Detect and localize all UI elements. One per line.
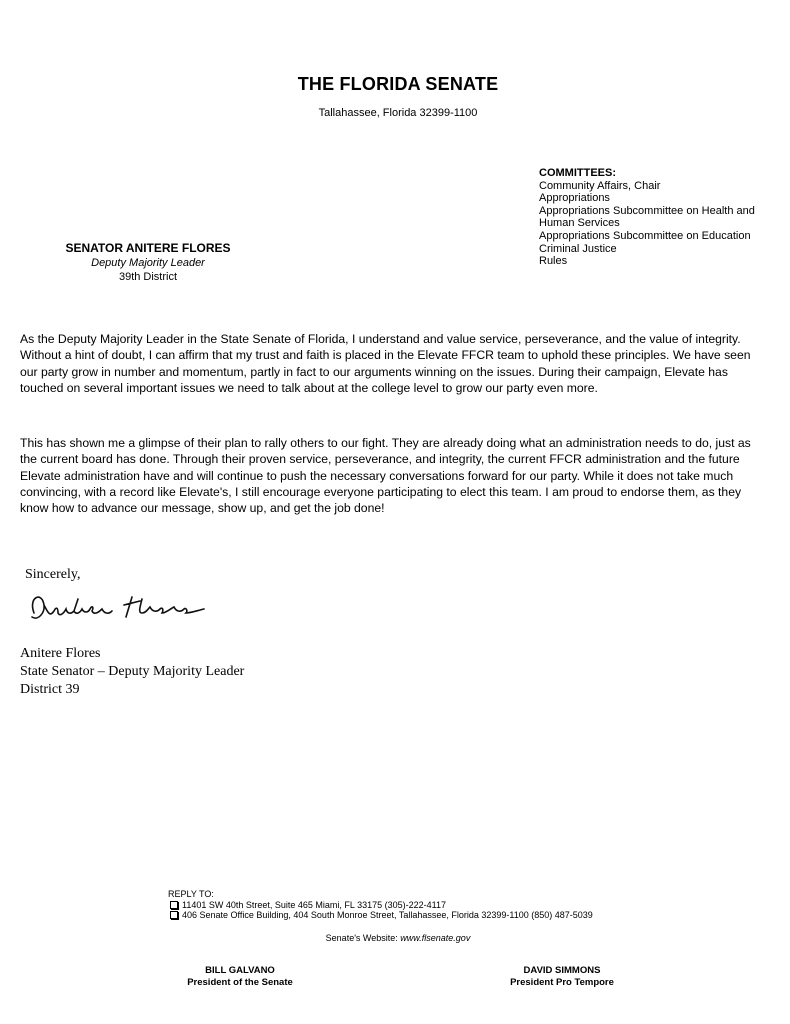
officer-pro-tempore	[462, 965, 662, 989]
body-paragraph-2: This has shown me a glimpse of their plan to rally others to our fight. They are already doing what an administration needs to do, just as the current board has done. Through their proven service, perseverance, and integrity, the current FFCR administration and the future Elevate administration have and will continue to push the necessary conversations forward for our party. While it does not take much convincing, with a record like Elevate's, I still encourage everyone participating to elect this team. I am proud to endorse them, as they know how to advance our message, show up, and get the job done!	[20, 436, 751, 516]
officer-title: President Pro Tempore	[510, 977, 614, 988]
committee-item: Criminal Justice	[539, 242, 617, 255]
officer-title: President of the Senate	[187, 977, 293, 988]
reply-address-tallahassee	[168, 910, 593, 921]
closing-salutation: Sincerely,	[25, 567, 81, 582]
letterhead-address: Tallahassee, Florida 32399-1100	[318, 107, 478, 119]
reply-address-text: 406 Senate Office Building, 404 South Monroe Street, Tallahassee, Florida 32399-1100 (850) 487-5039	[182, 910, 593, 920]
senator-block	[58, 241, 238, 284]
handwritten-signature	[20, 583, 220, 633]
reply-address-miami	[168, 900, 593, 911]
senate-website	[0, 933, 790, 943]
checkbox-icon	[170, 911, 178, 919]
committee-item: Appropriations Subcommittee on Education	[539, 229, 751, 242]
committee-item: Appropriations Subcommittee on Health and	[539, 204, 755, 217]
website-label: Senate's Website:	[325, 933, 398, 943]
signature-block	[20, 645, 244, 699]
officer-name: BILL GALVANO	[205, 965, 275, 976]
officer-name: DAVID SIMMONS	[523, 965, 601, 976]
committee-item: Rules	[539, 255, 568, 268]
senator-district: 39th District	[118, 271, 178, 283]
senator-role: Deputy Majority Leader	[91, 257, 205, 269]
senator-name: SENATOR ANITERE FLORES	[65, 241, 231, 255]
committee-item: Community Affairs, Chair	[539, 179, 661, 192]
signer-district: District 39	[20, 682, 80, 697]
reply-address-text: 11401 SW 40th Street, Suite 465 Miami, FL 33175 (305)-222-4117	[182, 899, 446, 910]
officer-president	[140, 965, 340, 989]
reply-to-label: REPLY TO:	[168, 889, 214, 899]
website-link[interactable]: www.flsenate.gov	[400, 933, 471, 943]
checkbox-icon	[170, 901, 178, 909]
committee-item: Human Services	[539, 217, 620, 230]
committees-list	[539, 167, 769, 268]
letterhead-title: THE FLORIDA SENATE	[297, 74, 499, 94]
body-paragraph-1: As the Deputy Majority Leader in the State Senate of Florida, I understand and value service, perseverance, and the value of integrity. Without a hint of doubt, I can affirm that my trust and faith is placed in the Elevate FFCR team to uphold these principles. We have seen our party grow in number and momentum, partly in fact to our arguments winning on the issues. During their campaign, Elevate has touched on several important issues we need to talk about at the college level to grow our party even more.	[20, 332, 751, 395]
reply-to-block	[168, 889, 593, 921]
committee-item: Appropriations	[539, 192, 610, 205]
committees-heading: COMMITTEES:	[539, 167, 616, 179]
signer-name: Anitere Flores	[20, 646, 101, 661]
signer-title: State Senator – Deputy Majority Leader	[20, 664, 245, 679]
